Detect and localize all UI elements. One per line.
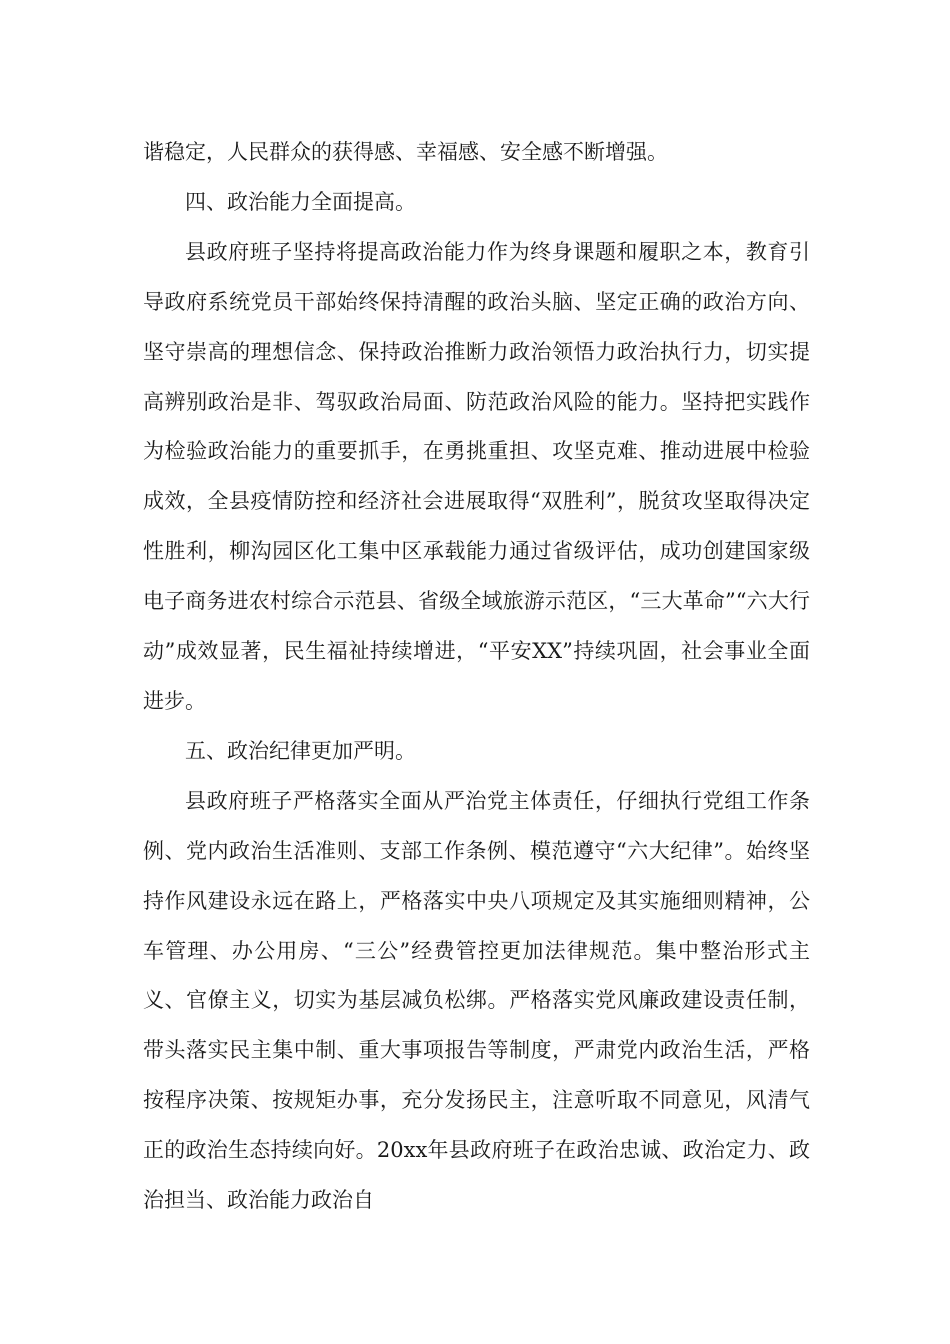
paragraph-political-ability: 县政府班子坚持将提高政治能力作为终身课题和履职之本，教育引导政府系统党员干部始终保持清醒的政治头脑、坚定正确的政治方向、坚守崇高的理想信念、保持政治推断力政治领悟力政治执行力，切实提高辨别政治是非、驾驭政治局面、防范政治风险的能力。坚持把实践作为检验政治能力的重要抓手，在勇挑重担、攻坚克难、推动进展中检验成效，全县疫情防控和经济社会进展取得“双胜利”，脱贫攻坚取得决定性胜利，柳沟园区化工集中区承载能力通过省级评估，成功创建国家级电子商务进农村综合示范县、省级全域旅游示范区，“三大革命”“六大行动”成效显著，民生福祉持续增进，“平安XX”持续巩固，社会事业全面进步。	[143, 239, 810, 713]
section-heading-five: 五、政治纪律更加严明。	[185, 738, 416, 763]
document-body	[143, 128, 810, 1226]
section-heading-four: 四、政治能力全面提高。	[185, 189, 416, 214]
paragraph-political-discipline: 县政府班子严格落实全面从严治党主体责任，仔细执行党组工作条例、党内政治生活准则、支部工作条例、模范遵守“六大纪律”。始终坚持作风建设永远在路上，严格落实中央八项规定及其实施细则精神，公车管理、办公用房、“三公”经费管控更加法律规范。集中整治形式主义、官僚主义，切实为基层减负松绑。严格落实党风廉政建设责任制，带头落实民主集中制、重大事项报告等制度，严肃党内政治生活，严格按程序决策、按规矩办事，充分发扬民主，注意听取不同意见，风清气正的政治生态持续向好。20xx年县政府班子在政治忠诚、政治定力、政治担当、政治能力政治自	[143, 788, 810, 1213]
paragraph-continued: 谐稳定，人民群众的获得感、幸福感、安全感不断增强。	[143, 140, 668, 164]
